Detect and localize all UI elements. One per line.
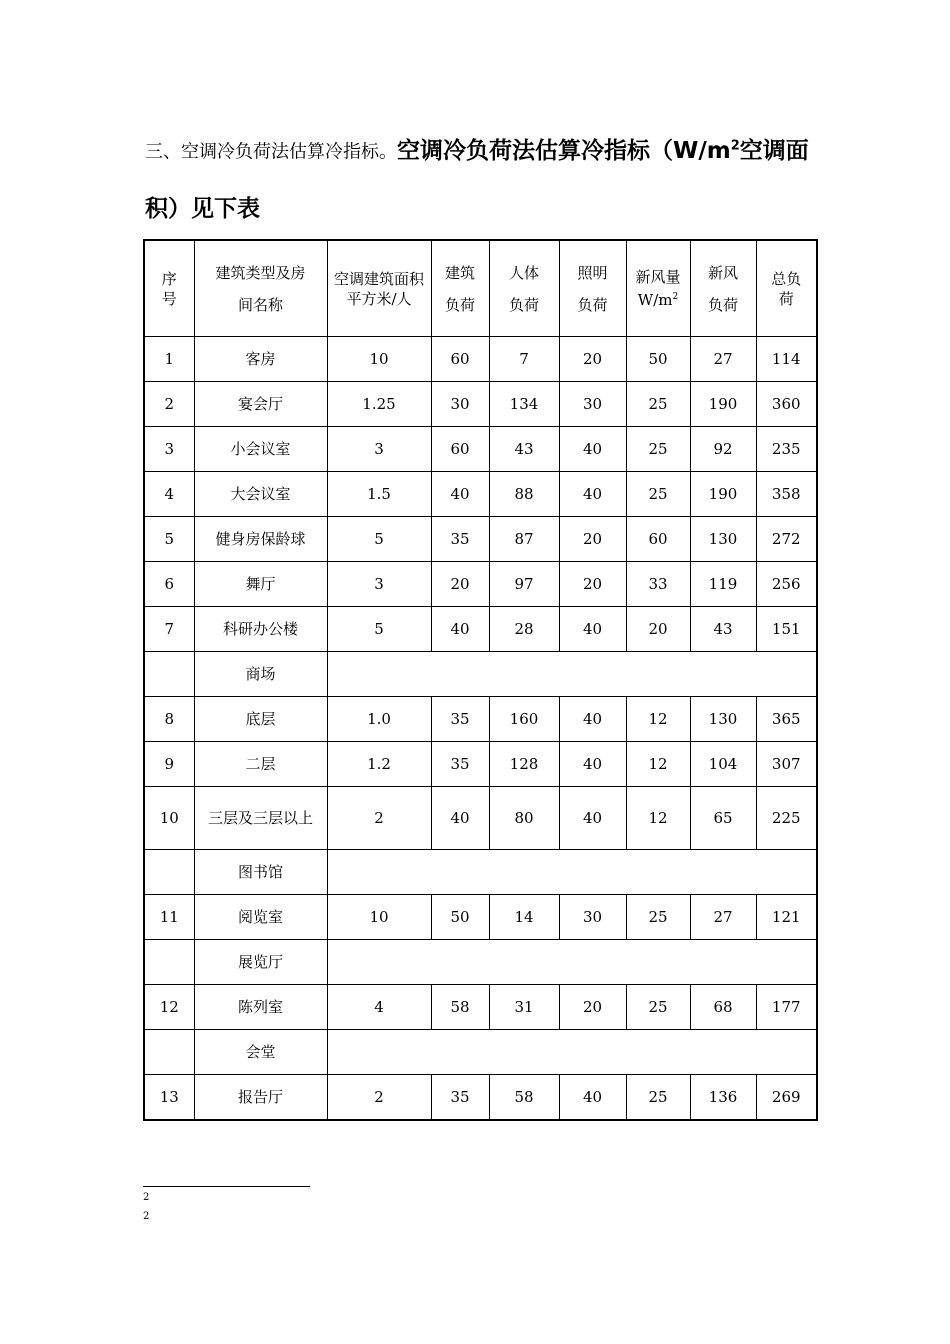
cell-area: 1.2 [327, 742, 431, 787]
cell-fresh-load: 65 [690, 787, 756, 850]
cell-seq: 8 [144, 697, 194, 742]
header-building-load: 建筑负荷 [431, 240, 489, 337]
cell-seq [144, 850, 194, 895]
cell-building: 60 [431, 427, 489, 472]
cell-seq: 2 [144, 382, 194, 427]
header-people-load: 人体负荷 [489, 240, 559, 337]
header-total-load: 总负荷 [756, 240, 817, 337]
cell-fresh-air: 25 [626, 472, 690, 517]
cell-building: 35 [431, 1075, 489, 1121]
cell-fresh-load: 27 [690, 337, 756, 382]
cell-people: 160 [489, 697, 559, 742]
cell-lighting: 20 [559, 517, 626, 562]
table-row [144, 1075, 817, 1121]
cell-seq: 7 [144, 607, 194, 652]
cell-group-name: 商场 [194, 652, 327, 697]
cell-name: 陈列室 [194, 985, 327, 1030]
cell-seq: 12 [144, 985, 194, 1030]
group-row [144, 1030, 817, 1075]
cell-seq: 9 [144, 742, 194, 787]
cell-name: 小会议室 [194, 427, 327, 472]
cell-people: 80 [489, 787, 559, 850]
cell-group-empty [327, 850, 817, 895]
cell-fresh-air: 33 [626, 562, 690, 607]
cell-seq: 11 [144, 895, 194, 940]
cell-name: 舞厅 [194, 562, 327, 607]
cell-lighting: 30 [559, 895, 626, 940]
cell-people: 28 [489, 607, 559, 652]
heading-bold-prefix: 空调冷负荷法估算冷指标（W/m [397, 137, 731, 164]
cell-people: 58 [489, 1075, 559, 1121]
footnote: 2 [143, 1192, 150, 1203]
cell-lighting: 40 [559, 1075, 626, 1121]
cell-area: 3 [327, 562, 431, 607]
cell-fresh-load: 130 [690, 517, 756, 562]
header-fresh-air-load: 新风负荷 [690, 240, 756, 337]
cell-building: 40 [431, 607, 489, 652]
cell-seq [144, 652, 194, 697]
cell-fresh-air: 60 [626, 517, 690, 562]
cell-seq: 5 [144, 517, 194, 562]
cell-fresh-air: 12 [626, 697, 690, 742]
cell-name: 大会议室 [194, 472, 327, 517]
cell-area: 2 [327, 1075, 431, 1121]
cell-fresh-load: 190 [690, 382, 756, 427]
cell-people: 88 [489, 472, 559, 517]
cell-fresh-air: 50 [626, 337, 690, 382]
cell-seq: 13 [144, 1075, 194, 1121]
cooling-load-table [143, 239, 818, 1121]
cell-people: 31 [489, 985, 559, 1030]
cell-area: 5 [327, 607, 431, 652]
cell-name: 健身房保龄球 [194, 517, 327, 562]
footnote-divider [143, 1186, 310, 1187]
cell-total: 272 [756, 517, 817, 562]
table-row [144, 895, 817, 940]
cell-building: 60 [431, 337, 489, 382]
cell-group-empty [327, 940, 817, 985]
header-fresh-air: 新风量$W/m^2$ [626, 240, 690, 337]
cell-building: 20 [431, 562, 489, 607]
cell-people: 43 [489, 427, 559, 472]
cell-group-name: 会堂 [194, 1030, 327, 1075]
cell-total: 360 [756, 382, 817, 427]
table-row [144, 742, 817, 787]
cell-lighting: 40 [559, 787, 626, 850]
cell-people: 7 [489, 337, 559, 382]
group-row [144, 940, 817, 985]
cell-seq [144, 1030, 194, 1075]
cell-fresh-air: 25 [626, 985, 690, 1030]
table-row [144, 787, 817, 850]
cell-seq: 1 [144, 337, 194, 382]
cell-lighting: 20 [559, 985, 626, 1030]
cell-total: 151 [756, 607, 817, 652]
cell-area: 3 [327, 427, 431, 472]
cell-total: 177 [756, 985, 817, 1030]
cell-total: 358 [756, 472, 817, 517]
cell-group-name: 展览厅 [194, 940, 327, 985]
cell-total: 225 [756, 787, 817, 850]
cell-fresh-air: 25 [626, 1075, 690, 1121]
cell-name: 报告厅 [194, 1075, 327, 1121]
cell-name: 二层 [194, 742, 327, 787]
group-row [144, 850, 817, 895]
cell-group-empty [327, 1030, 817, 1075]
table-row [144, 337, 817, 382]
group-row [144, 652, 817, 697]
cell-lighting: 40 [559, 742, 626, 787]
cell-seq: 6 [144, 562, 194, 607]
cell-fresh-air: 12 [626, 742, 690, 787]
table-row [144, 427, 817, 472]
cell-total: 235 [756, 427, 817, 472]
cell-building: 30 [431, 382, 489, 427]
cell-building: 35 [431, 742, 489, 787]
cell-group-empty [327, 652, 817, 697]
cell-people: 14 [489, 895, 559, 940]
cell-building: 50 [431, 895, 489, 940]
cell-lighting: 40 [559, 607, 626, 652]
table-body [144, 337, 817, 1121]
table-row [144, 607, 817, 652]
cell-area: 2 [327, 787, 431, 850]
table-row [144, 517, 817, 562]
cell-seq: 4 [144, 472, 194, 517]
cell-total: 269 [756, 1075, 817, 1121]
cell-fresh-load: 119 [690, 562, 756, 607]
cell-people: 97 [489, 562, 559, 607]
cell-name: 阅览室 [194, 895, 327, 940]
cell-lighting: 40 [559, 697, 626, 742]
cell-total: 256 [756, 562, 817, 607]
cell-fresh-air: 25 [626, 382, 690, 427]
cell-total: 365 [756, 697, 817, 742]
cell-fresh-load: 68 [690, 985, 756, 1030]
cell-lighting: 40 [559, 472, 626, 517]
cell-building: 40 [431, 787, 489, 850]
cell-fresh-load: 190 [690, 472, 756, 517]
table-row [144, 472, 817, 517]
table-row [144, 382, 817, 427]
heading-bold-suffix: 空调面积）见下表 [145, 137, 809, 222]
cell-seq [144, 940, 194, 985]
cell-people: 87 [489, 517, 559, 562]
header-row [144, 240, 817, 337]
cell-total: 307 [756, 742, 817, 787]
cell-lighting: 40 [559, 427, 626, 472]
cell-group-name: 图书馆 [194, 850, 327, 895]
cell-building: 40 [431, 472, 489, 517]
cell-seq: 10 [144, 787, 194, 850]
cell-total: 114 [756, 337, 817, 382]
table-row [144, 985, 817, 1030]
heading-superscript: 2 [730, 138, 740, 153]
cell-area: 1.5 [327, 472, 431, 517]
header-seq: 序号 [144, 240, 194, 337]
cell-lighting: 20 [559, 562, 626, 607]
cell-area: 10 [327, 895, 431, 940]
cell-fresh-load: 43 [690, 607, 756, 652]
cell-name: 客房 [194, 337, 327, 382]
cell-fresh-load: 92 [690, 427, 756, 472]
cell-fresh-load: 104 [690, 742, 756, 787]
cell-area: 1.0 [327, 697, 431, 742]
cell-seq: 3 [144, 427, 194, 472]
cell-lighting: 30 [559, 382, 626, 427]
table-row [144, 562, 817, 607]
cell-people: 134 [489, 382, 559, 427]
header-name: 建筑类型及房间名称 [194, 240, 327, 337]
cell-name: 宴会厅 [194, 382, 327, 427]
cell-area: 5 [327, 517, 431, 562]
cell-fresh-air: 25 [626, 427, 690, 472]
cell-building: 35 [431, 517, 489, 562]
cell-name: 三层及三层以上 [194, 787, 327, 850]
cell-lighting: 20 [559, 337, 626, 382]
footnote: 2 [143, 1211, 150, 1222]
cell-fresh-air: 20 [626, 607, 690, 652]
cell-fresh-load: 27 [690, 895, 756, 940]
table-row [144, 697, 817, 742]
cell-fresh-load: 130 [690, 697, 756, 742]
cell-fresh-air: 25 [626, 895, 690, 940]
cell-people: 128 [489, 742, 559, 787]
cell-area: 4 [327, 985, 431, 1030]
cell-building: 58 [431, 985, 489, 1030]
cell-fresh-load: 136 [690, 1075, 756, 1121]
cell-area: 1.25 [327, 382, 431, 427]
cell-name: 底层 [194, 697, 327, 742]
cell-fresh-air: 12 [626, 787, 690, 850]
cell-building: 35 [431, 697, 489, 742]
header-area: 空调建筑面积平方米/人 [327, 240, 431, 337]
cell-name: 科研办公楼 [194, 607, 327, 652]
header-lighting-load: 照明负荷 [559, 240, 626, 337]
section-heading [145, 118, 825, 239]
cell-total: 121 [756, 895, 817, 940]
cell-area: 10 [327, 337, 431, 382]
heading-lead: 三、空调冷负荷法估算冷指标。 [145, 141, 397, 163]
